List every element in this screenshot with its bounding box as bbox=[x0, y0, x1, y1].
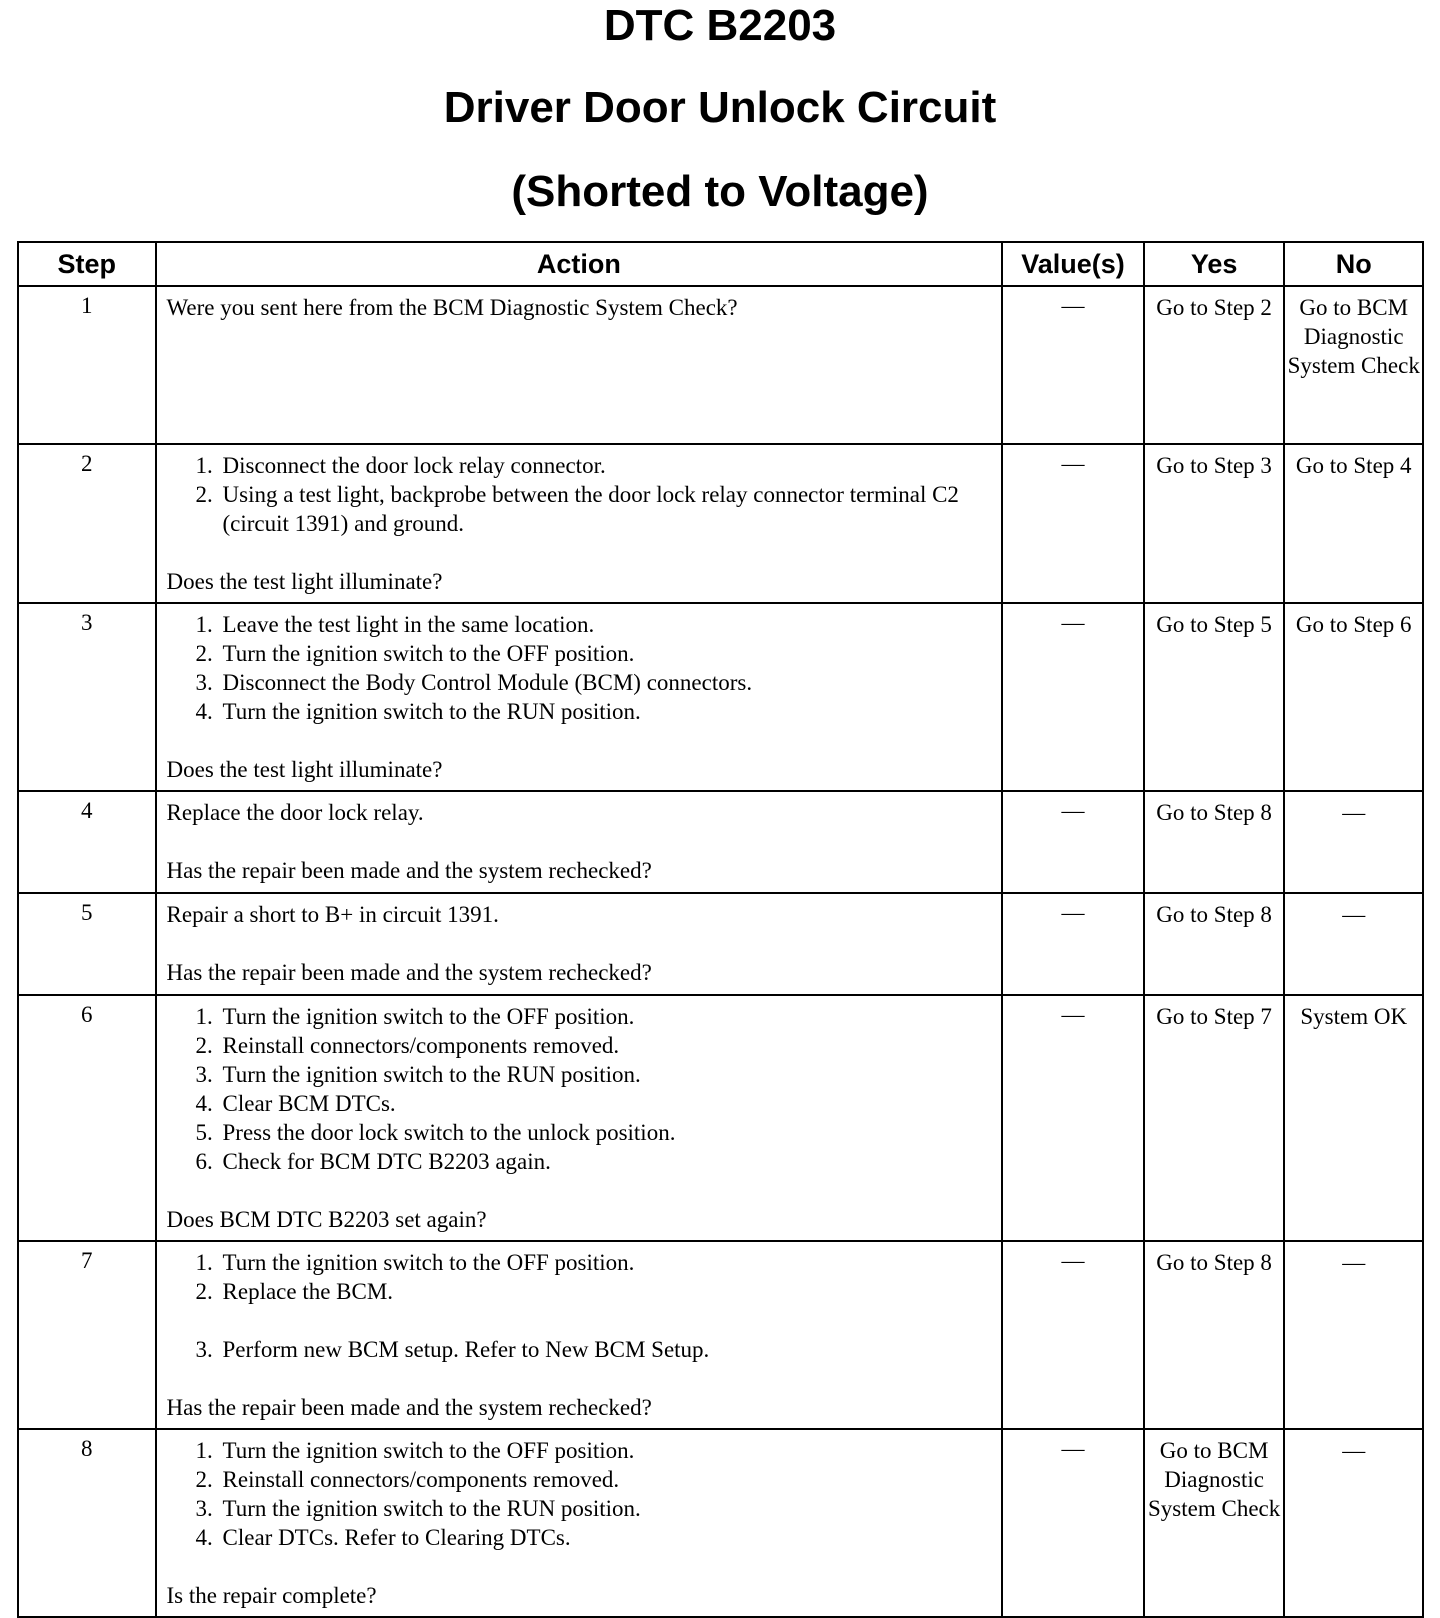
yes-cell: Go to Step 8 bbox=[1144, 791, 1285, 893]
action-step-item: 1. Turn the ignition switch to the OFF position. bbox=[219, 1002, 992, 1031]
table-row bbox=[18, 286, 1423, 444]
action-steps-list bbox=[167, 1248, 992, 1364]
yes-cell: Go to Step 8 bbox=[1144, 1241, 1285, 1429]
yes-cell: Go to Step 7 bbox=[1144, 995, 1285, 1241]
action-step-item: 5. Press the door lock switch to the unlock position. bbox=[219, 1118, 992, 1147]
table-row bbox=[18, 444, 1423, 603]
action-text: Replace the door lock relay. bbox=[166, 800, 424, 825]
action-step-item: 1. Disconnect the door lock relay connector. bbox=[219, 451, 992, 480]
action-cell bbox=[156, 603, 1003, 791]
action-step-item: 3. Turn the ignition switch to the RUN position. bbox=[219, 1060, 992, 1089]
action-question: Has the repair been made and the system rechecked? bbox=[166, 858, 652, 883]
action-question: Does BCM DTC B2203 set again? bbox=[166, 1207, 487, 1232]
action-steps-list bbox=[167, 1436, 992, 1552]
action-steps-list bbox=[167, 451, 992, 538]
step-number: 3 bbox=[18, 603, 156, 791]
action-question: Has the repair been made and the system rechecked? bbox=[166, 1395, 652, 1420]
action-step-item: 1. Leave the test light in the same location. bbox=[219, 610, 992, 639]
action-cell bbox=[156, 286, 1003, 444]
table-row bbox=[18, 791, 1423, 893]
yes-cell: Go to Step 5 bbox=[1144, 603, 1285, 791]
table-row bbox=[18, 603, 1423, 791]
table-row bbox=[18, 1429, 1423, 1617]
action-question: Is the repair complete? bbox=[166, 1583, 377, 1608]
header-action: Action bbox=[156, 242, 1003, 286]
table-row bbox=[18, 893, 1423, 995]
value-cell: — bbox=[1002, 791, 1144, 893]
header-yes: Yes bbox=[1144, 242, 1285, 286]
action-step-item: 1. Turn the ignition switch to the OFF position. bbox=[219, 1436, 992, 1465]
no-cell: Go to Step 6 bbox=[1284, 603, 1423, 791]
title-dtc-code: DTC B2203 bbox=[603, 1, 837, 50]
action-step-item: 2. Reinstall connectors/components removed. bbox=[219, 1031, 992, 1060]
action-step-item: 2. Replace the BCM. bbox=[219, 1277, 992, 1306]
no-cell: System OK bbox=[1284, 995, 1423, 1241]
table-row bbox=[18, 995, 1423, 1241]
action-step-item: 3. Perform new BCM setup. Refer to New BCM Setup. bbox=[219, 1335, 992, 1364]
step-number: 4 bbox=[18, 791, 156, 893]
action-cell bbox=[156, 444, 1003, 603]
value-cell: — bbox=[1002, 1241, 1144, 1429]
value-cell: — bbox=[1002, 444, 1144, 603]
action-cell bbox=[156, 1429, 1003, 1617]
title-fault-condition: (Shorted to Voltage) bbox=[511, 167, 929, 216]
step-number: 1 bbox=[18, 286, 156, 444]
value-cell: — bbox=[1002, 1429, 1144, 1617]
action-step-item: 1. Turn the ignition switch to the OFF position. bbox=[219, 1248, 992, 1277]
action-step-item: 2. Using a test light, backprobe between the door lock relay connector terminal C2 (circuit 1391) and ground. bbox=[219, 480, 992, 538]
title-circuit-name: Driver Door Unlock Circuit bbox=[443, 83, 997, 132]
value-cell: — bbox=[1002, 603, 1144, 791]
no-cell: — bbox=[1284, 1241, 1423, 1429]
action-step-item: 6. Check for BCM DTC B2203 again. bbox=[219, 1147, 992, 1176]
action-question: Does the test light illuminate? bbox=[166, 757, 443, 782]
header-no: No bbox=[1284, 242, 1423, 286]
step-number: 5 bbox=[18, 893, 156, 995]
action-step-item: 2. Turn the ignition switch to the OFF position. bbox=[219, 639, 992, 668]
no-cell: — bbox=[1284, 893, 1423, 995]
action-step-item: 4. Clear DTCs. Refer to Clearing DTCs. bbox=[219, 1523, 992, 1552]
no-cell: — bbox=[1284, 791, 1423, 893]
no-cell: Go to BCM Diagnostic System Check bbox=[1284, 286, 1423, 444]
action-cell bbox=[156, 893, 1003, 995]
action-step-item: 4. Turn the ignition switch to the RUN position. bbox=[219, 697, 992, 726]
action-text: Were you sent here from the BCM Diagnostic System Check? bbox=[166, 295, 738, 320]
yes-cell: Go to Step 2 bbox=[1144, 286, 1285, 444]
value-cell: — bbox=[1002, 286, 1144, 444]
action-question: Does the test light illuminate? bbox=[166, 569, 443, 594]
value-cell: — bbox=[1002, 893, 1144, 995]
diagnostic-table bbox=[17, 241, 1424, 1618]
step-number: 2 bbox=[18, 444, 156, 603]
step-number: 8 bbox=[18, 1429, 156, 1617]
yes-cell: Go to Step 3 bbox=[1144, 444, 1285, 603]
action-question: Has the repair been made and the system rechecked? bbox=[166, 960, 652, 985]
action-cell bbox=[156, 995, 1003, 1241]
action-steps-list bbox=[167, 1002, 992, 1176]
value-cell: — bbox=[1002, 995, 1144, 1241]
step-number: 6 bbox=[18, 995, 156, 1241]
no-cell: — bbox=[1284, 1429, 1423, 1617]
table-header-row bbox=[18, 242, 1423, 286]
yes-cell: Go to BCM Diagnostic System Check bbox=[1144, 1429, 1285, 1617]
action-step-item: 2. Reinstall connectors/components removed. bbox=[219, 1465, 992, 1494]
action-step-item: 3. Turn the ignition switch to the RUN position. bbox=[219, 1494, 992, 1523]
step-number: 7 bbox=[18, 1241, 156, 1429]
action-step-item: 3. Disconnect the Body Control Module (BCM) connectors. bbox=[219, 668, 992, 697]
action-steps-list bbox=[167, 610, 992, 726]
table-row bbox=[18, 1241, 1423, 1429]
action-cell bbox=[156, 791, 1003, 893]
header-values: Value(s) bbox=[1002, 242, 1144, 286]
yes-cell: Go to Step 8 bbox=[1144, 893, 1285, 995]
no-cell: Go to Step 4 bbox=[1284, 444, 1423, 603]
action-text: Repair a short to B+ in circuit 1391. bbox=[166, 902, 499, 927]
action-cell bbox=[156, 1241, 1003, 1429]
header-step: Step bbox=[18, 242, 156, 286]
action-step-item: 4. Clear BCM DTCs. bbox=[219, 1089, 992, 1118]
